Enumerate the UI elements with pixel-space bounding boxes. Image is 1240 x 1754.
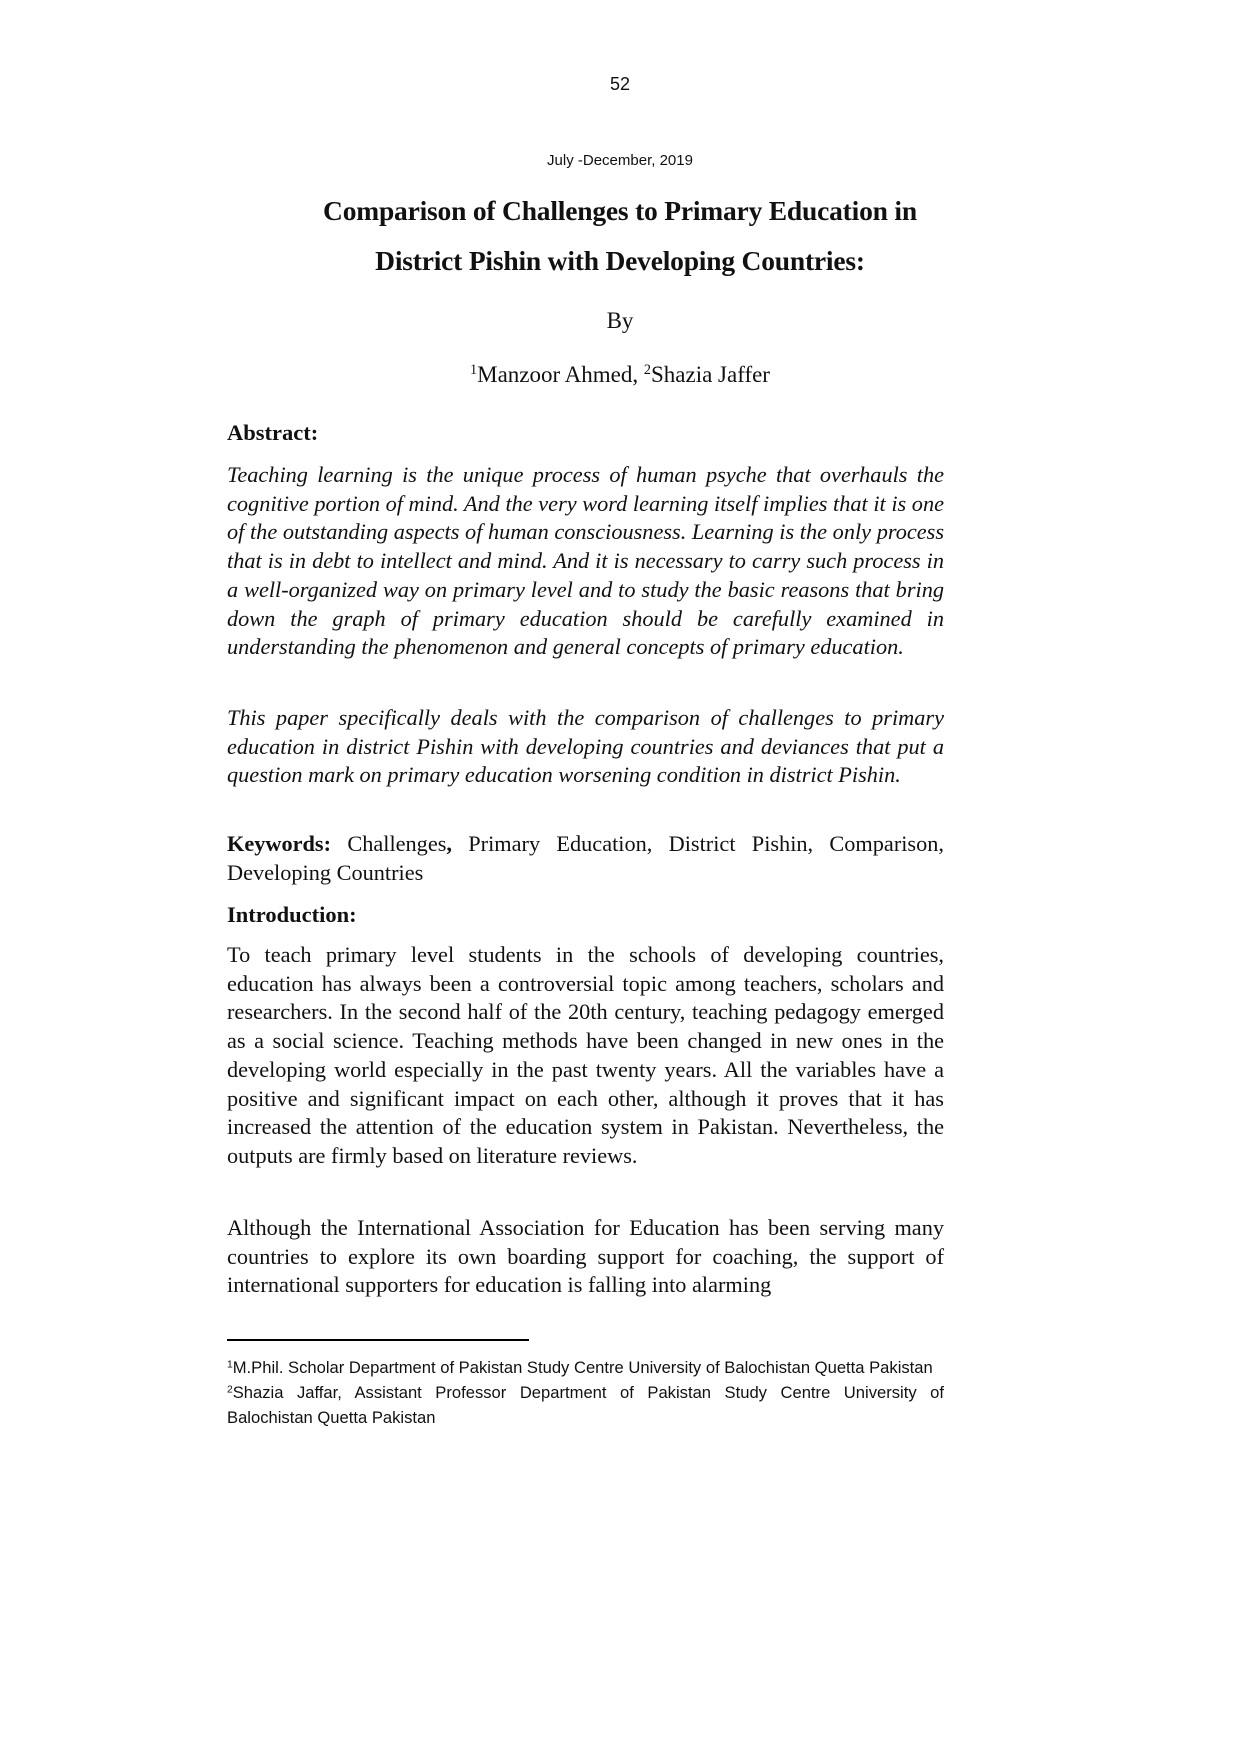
paper-title-line-2: District Pishin with Developing Countries:	[375, 245, 865, 276]
issue-date: July -December, 2019	[547, 152, 693, 169]
introduction-paragraph-2: Although the International Association for Education has been serving many countries to explore its own boarding support for coaching, the support of international supporters for education is falling into alarming	[227, 1215, 944, 1298]
footnote-marker-2[interactable]: 2	[643, 362, 651, 379]
introduction-paragraph-1: To teach primary level students in the schools of developing countries, education has always been a controversial topic among teachers, scholars and researchers. In the second half of the 20th century, teaching pedagogy emerged as a social science. Teaching methods have been changed in new ones in the developing world especially in the past twenty years. All the variables have a positive and significant impact on each other, although it proves that it has increased the attention of the education system in Pakistan. Nevertheless, the outputs are firmly based on literature reviews.	[227, 942, 944, 1168]
footnote-2-marker: 2	[227, 1384, 233, 1396]
footnote-1	[227, 1355, 944, 1380]
author-list	[0, 362, 1240, 388]
author-1	[470, 362, 638, 387]
footnote-1-marker: 1	[227, 1359, 233, 1371]
introduction-heading: Introduction:	[227, 902, 357, 927]
page-number: 52	[609, 74, 631, 94]
paper-title-line-1: Comparison of Challenges to Primary Education in	[323, 195, 917, 226]
keywords-label: Keywords:	[227, 831, 332, 856]
footnote-2	[227, 1380, 944, 1430]
abstract-heading: Abstract:	[227, 420, 319, 445]
by-label: By	[606, 308, 634, 333]
footnote-1-text: M.Phil. Scholar Department of Pakistan Study Centre University of Balochistan Quetta Pakistan	[232, 1358, 933, 1377]
author-2	[644, 362, 770, 387]
footnotes	[227, 1355, 944, 1430]
author-1-name: Manzoor Ahmed,	[477, 362, 639, 387]
footnote-2-text: Shazia Jaffar, Assistant Professor Department of Pakistan Study Centre University of Balochistan Quetta Pakistan	[227, 1383, 944, 1427]
keywords-rest: Primary Education, District Pishin, Comparison, Developing Countries	[227, 831, 944, 885]
author-2-name: Shazia Jaffer	[650, 362, 770, 387]
footnote-marker-1[interactable]: 1	[470, 362, 478, 379]
abstract-paragraph-2: This paper specifically deals with the comparison of challenges to primary education in district Pishin with developing countries and deviances that put a question mark on primary education worsening condition in district Pishin.	[227, 705, 944, 788]
footnote-separator	[227, 1339, 529, 1341]
abstract-paragraph-1: Teaching learning is the unique process of human psyche that overhauls the cognitive portion of mind. And the very word learning itself implies that it is one of the outstanding aspects of human consciousness. Learning is the only process that is in debt to intellect and mind. And it is necessary to carry such process in a well-organized way on primary level and to study the basic reasons that bring down the graph of primary education should be carefully examined in understanding the phenomenon and general concepts of primary education.	[227, 462, 944, 660]
keywords-line	[227, 830, 944, 887]
keyword-comma: ,	[446, 831, 452, 856]
keyword-first: Challenges	[347, 831, 447, 856]
